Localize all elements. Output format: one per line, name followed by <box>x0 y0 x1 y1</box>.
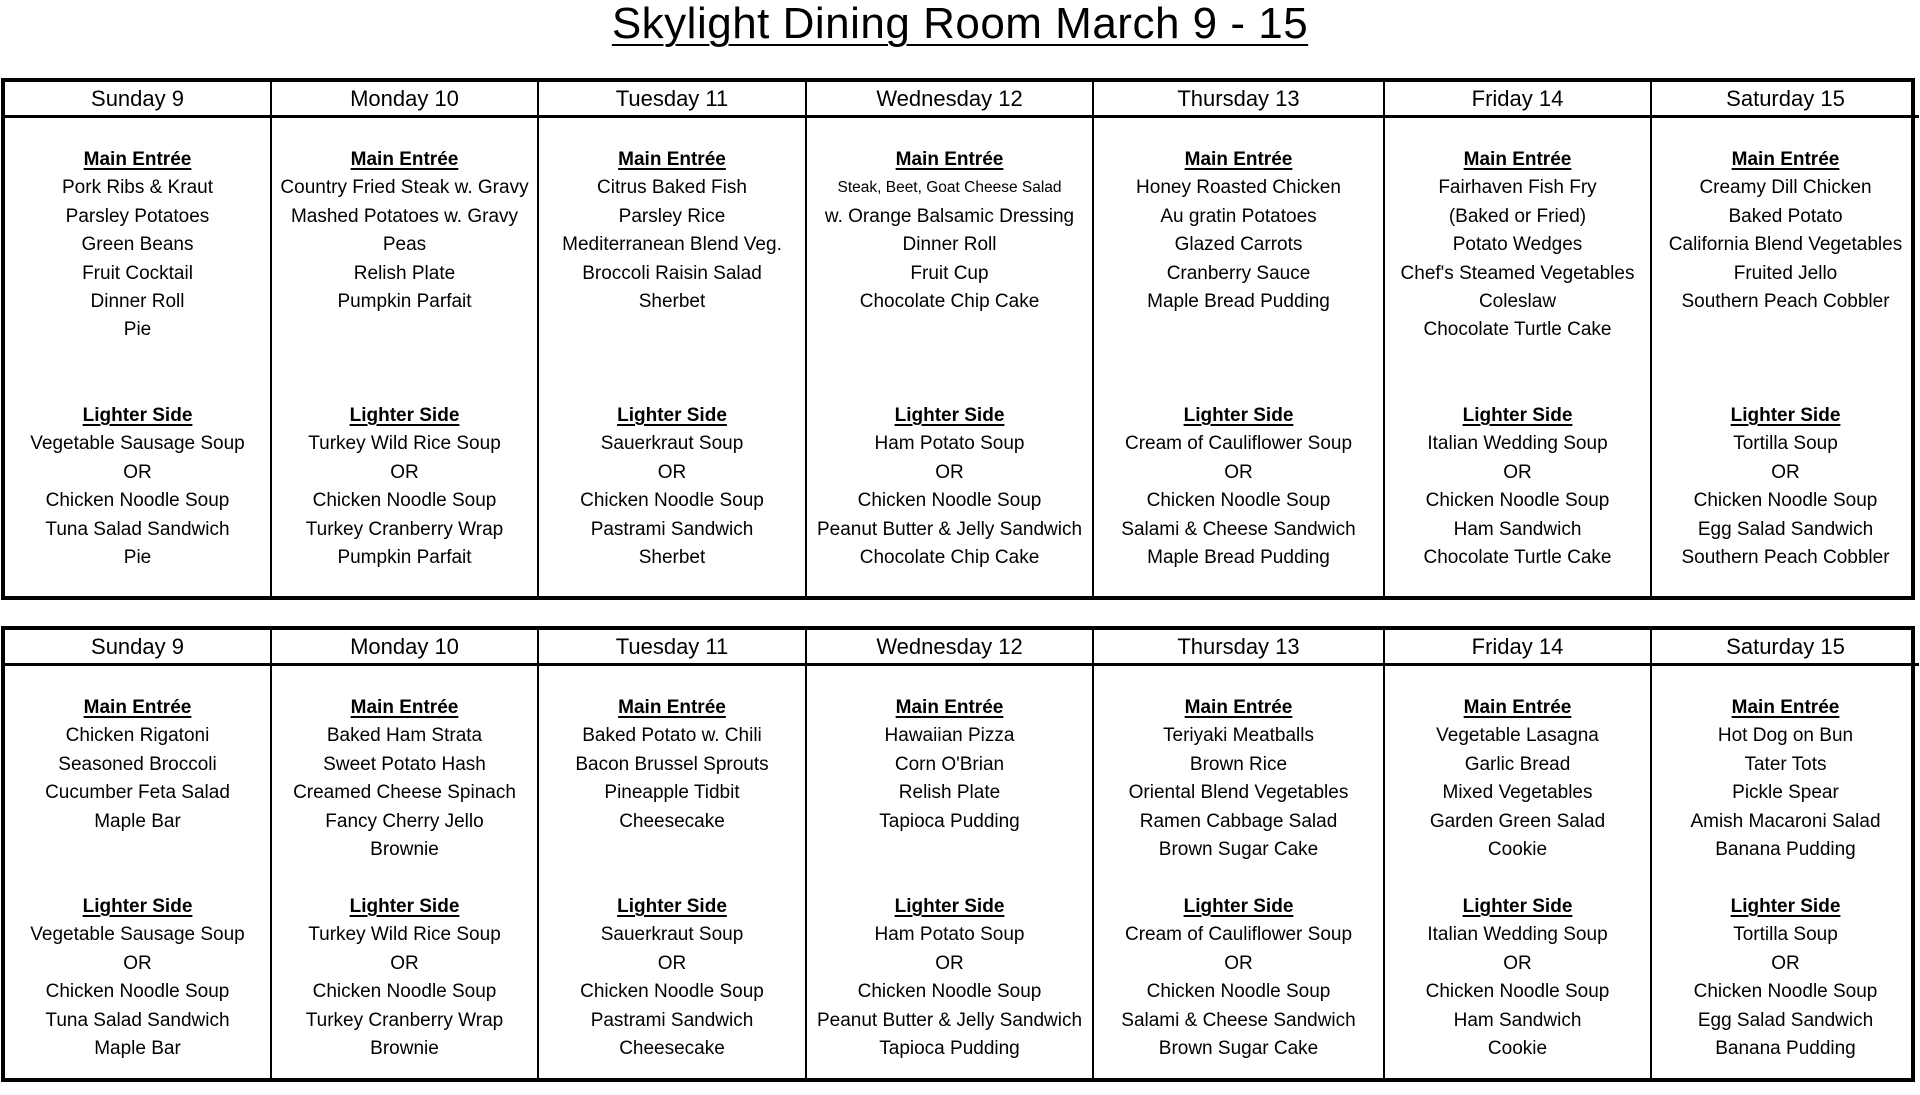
menu-item: Parsley Potatoes <box>65 205 210 227</box>
menu-item: Fruit Cocktail <box>82 262 193 284</box>
menu-item: Cheesecake <box>619 1038 725 1060</box>
menu-item: Maple Bar <box>94 1038 181 1060</box>
lighter-side-section <box>1385 402 1650 572</box>
menu-item: Fruited Jello <box>1733 262 1838 284</box>
menu-item: Cookie <box>1487 1038 1548 1060</box>
main-entree-section <box>5 694 270 836</box>
lighter-side-heading: Lighter Side <box>617 896 727 917</box>
menu-item: Cucumber Feta Salad <box>45 782 230 804</box>
menu-item: Baked Potato <box>1728 205 1843 227</box>
page-title <box>0 0 1920 60</box>
main-entree-section <box>1652 694 1919 864</box>
menu-item: Chicken Noodle Soup <box>1693 981 1878 1003</box>
menu-item: Garlic Bread <box>1464 753 1571 775</box>
menu-item: California Blend Vegetables <box>1668 234 1903 256</box>
menu-item: Broccoli Raisin Salad <box>582 262 762 284</box>
menu-item: Sauerkraut Soup <box>600 433 744 455</box>
menu-item: Ramen Cabbage Salad <box>1139 810 1338 832</box>
menu-item: Steak, Beet, Goat Cheese Salad <box>837 179 1062 197</box>
menu-item: Tortilla Soup <box>1733 433 1838 455</box>
menu-item: Italian Wedding Soup <box>1427 924 1608 946</box>
menu-item: Pumpkin Parfait <box>337 291 472 313</box>
menu-item: Peas <box>382 234 427 256</box>
day-header: Friday 14 <box>1385 630 1652 666</box>
day-menu-column <box>807 118 1094 596</box>
menu-item: Ham Sandwich <box>1453 518 1582 540</box>
menu-item: Salami & Cheese Sandwich <box>1121 1009 1356 1031</box>
menu-item: Turkey Cranberry Wrap <box>305 518 504 540</box>
menu-item: Seasoned Broccoli <box>58 753 217 775</box>
main-entree-section <box>539 146 805 316</box>
day-header: Saturday 15 <box>1652 82 1919 118</box>
main-entree-heading: Main Entrée <box>1731 697 1840 718</box>
menu-item: Sherbet <box>638 547 706 569</box>
day-header: Saturday 15 <box>1652 630 1919 666</box>
lighter-side-heading: Lighter Side <box>82 896 193 917</box>
lighter-side-section <box>807 893 1092 1063</box>
lighter-side-section <box>1652 893 1919 1063</box>
menu-item: Pastrami Sandwich <box>590 518 754 540</box>
menu-item: Peanut Butter & Jelly Sandwich <box>816 518 1083 540</box>
menu-item: OR <box>1503 461 1532 483</box>
day-menu-column <box>272 666 539 1078</box>
menu-item: Vegetable Sausage Soup <box>30 924 245 946</box>
menu-item: Pastrami Sandwich <box>590 1009 754 1031</box>
lighter-side-section <box>5 893 270 1063</box>
menu-item: Cream of Cauliflower Soup <box>1124 924 1353 946</box>
menu-item: Tortilla Soup <box>1733 924 1838 946</box>
main-entree-section <box>272 694 537 864</box>
main-entree-heading: Main Entrée <box>895 149 1004 170</box>
menu-item: OR <box>1771 461 1800 483</box>
menu-item: Chicken Noodle Soup <box>1425 981 1610 1003</box>
menu-item: w. Orange Balsamic Dressing <box>824 205 1075 227</box>
lighter-side-section <box>272 402 537 572</box>
menu-item: Baked Potato w. Chili <box>582 725 762 747</box>
menu-item: Creamed Cheese Spinach <box>293 782 516 804</box>
main-entree-section <box>1385 694 1650 864</box>
main-entree-section <box>1652 146 1919 316</box>
menu-item: Dinner Roll <box>90 291 185 313</box>
menu-item: Mashed Potatoes w. Gravy <box>290 205 519 227</box>
main-entree-heading: Main Entrée <box>618 149 726 170</box>
day-menu-column <box>539 666 807 1078</box>
day-header: Tuesday 11 <box>539 630 807 666</box>
lighter-side-heading: Lighter Side <box>617 405 727 426</box>
menu-item: Egg Salad Sandwich <box>1697 1009 1874 1031</box>
lighter-side-heading: Lighter Side <box>1730 405 1841 426</box>
menu-item: Tater Tots <box>1744 753 1827 775</box>
lighter-side-section <box>1652 402 1919 572</box>
menu-item: Glazed Carrots <box>1174 234 1303 256</box>
menu-item: Dinner Roll <box>902 234 997 256</box>
menu-item: OR <box>1224 461 1253 483</box>
main-entree-heading: Main Entrée <box>1731 149 1840 170</box>
lighter-side-heading: Lighter Side <box>349 405 460 426</box>
menu-item: Pineapple Tidbit <box>604 782 740 804</box>
menu-item: Chicken Noodle Soup <box>312 981 497 1003</box>
main-entree-section <box>807 146 1092 316</box>
menu-item: Au gratin Potatoes <box>1160 205 1317 227</box>
menu-item: Chicken Rigatoni <box>65 725 210 747</box>
main-entree-heading: Main Entrée <box>83 697 192 718</box>
menu-item: Potato Wedges <box>1452 234 1583 256</box>
day-header: Friday 14 <box>1385 82 1652 118</box>
menu-item: (Baked or Fried) <box>1448 205 1587 227</box>
menu-item: Turkey Cranberry Wrap <box>305 1009 504 1031</box>
main-entree-section <box>1094 146 1383 316</box>
menu-item: Chicken Noodle Soup <box>1146 490 1331 512</box>
menu-item: Brown Rice <box>1189 753 1288 775</box>
main-entree-heading: Main Entrée <box>618 697 726 718</box>
menu-item: Cream of Cauliflower Soup <box>1124 433 1353 455</box>
menu-item: Creamy Dill Chicken <box>1699 177 1872 199</box>
menu-item: Bacon Brussel Sprouts <box>575 753 769 775</box>
menu-item: OR <box>390 952 419 974</box>
menu-item: Chicken Noodle Soup <box>45 490 230 512</box>
day-menu-column <box>1652 666 1919 1078</box>
day-header: Thursday 13 <box>1094 630 1385 666</box>
menu-item: Pie <box>123 319 152 341</box>
lighter-side-heading: Lighter Side <box>1730 896 1841 917</box>
menu-item: OR <box>1771 952 1800 974</box>
menu-item: Chicken Noodle Soup <box>580 981 764 1003</box>
menu-item: Green Beans <box>81 234 194 256</box>
menu-item: Ham Potato Soup <box>874 433 1025 455</box>
menu-item: Hawaiian Pizza <box>884 725 1015 747</box>
day-menu-column <box>1385 118 1652 596</box>
main-entree-section <box>272 146 537 316</box>
menu-item: Vegetable Sausage Soup <box>30 433 245 455</box>
menu-item: Pie <box>123 547 152 569</box>
menu-item: Egg Salad Sandwich <box>1697 518 1874 540</box>
menu-item: Chicken Noodle Soup <box>580 490 764 512</box>
menu-item: Fancy Cherry Jello <box>325 810 484 832</box>
lighter-side-heading: Lighter Side <box>894 405 1005 426</box>
day-menu-column <box>5 666 272 1078</box>
day-header: Monday 10 <box>272 82 539 118</box>
main-entree-heading: Main Entrée <box>1184 697 1293 718</box>
menu-item: Southern Peach Cobbler <box>1681 547 1890 569</box>
menu-item: Sauerkraut Soup <box>600 924 744 946</box>
menu-item: OR <box>657 952 687 974</box>
menu-item: Banana Pudding <box>1715 839 1856 861</box>
menu-item: OR <box>1224 952 1253 974</box>
menu-item: Sweet Potato Hash <box>323 753 486 775</box>
menu-item: Coleslaw <box>1478 291 1557 313</box>
main-entree-heading: Main Entrée <box>350 149 459 170</box>
menu-item: Chocolate Chip Cake <box>859 547 1040 569</box>
menu-item: Chef's Steamed Vegetables <box>1400 262 1635 284</box>
menu-item: Tapioca Pudding <box>879 1038 1020 1060</box>
menu-item: Brownie <box>370 839 439 861</box>
menu-item: Pickle Spear <box>1732 782 1839 804</box>
page-title-text: Skylight Dining Room March 9 - 15 <box>611 0 1309 48</box>
menu-item: Oriental Blend Vegetables <box>1128 782 1349 804</box>
menu-item: Fruit Cup <box>910 262 989 284</box>
main-entree-section <box>539 694 805 836</box>
menu-item: Mediterranean Blend Veg. <box>562 234 782 256</box>
menu-item: Maple Bar <box>94 810 181 832</box>
menu-item: Baked Ham Strata <box>326 725 483 747</box>
menu-item: Brown Sugar Cake <box>1158 839 1319 861</box>
main-entree-heading: Main Entrée <box>83 149 192 170</box>
menu-item: Vegetable Lasagna <box>1436 725 1599 747</box>
menu-item: Chicken Noodle Soup <box>1146 981 1331 1003</box>
day-header: Sunday 9 <box>5 82 272 118</box>
lighter-side-section <box>807 402 1092 572</box>
day-menu-column <box>807 666 1094 1078</box>
menu-item: Parsley Rice <box>618 205 726 227</box>
menu-item: Cookie <box>1487 839 1548 861</box>
main-entree-heading: Main Entrée <box>895 697 1004 718</box>
main-entree-section <box>1094 694 1383 864</box>
day-header: Wednesday 12 <box>807 82 1094 118</box>
menu-item: Cranberry Sauce <box>1166 262 1311 284</box>
day-header: Tuesday 11 <box>539 82 807 118</box>
main-entree-heading: Main Entrée <box>1184 149 1293 170</box>
menu-item: Citrus Baked Fish <box>597 177 747 199</box>
lighter-side-heading: Lighter Side <box>1462 896 1573 917</box>
menu-item: OR <box>123 461 152 483</box>
menu-item: Pumpkin Parfait <box>337 547 472 569</box>
day-menu-column <box>1385 666 1652 1078</box>
main-entree-section <box>1385 146 1650 345</box>
main-entree-section <box>5 146 270 345</box>
lighter-side-heading: Lighter Side <box>349 896 460 917</box>
lighter-side-section <box>539 402 805 572</box>
main-entree-section <box>807 694 1092 836</box>
menu-item: Honey Roasted Chicken <box>1136 177 1341 199</box>
day-menu-column <box>1094 118 1385 596</box>
day-header: Wednesday 12 <box>807 630 1094 666</box>
menu-table-week-1 <box>1 78 1915 600</box>
day-menu-column <box>1652 118 1919 596</box>
menu-item: Chicken Noodle Soup <box>1693 490 1878 512</box>
menu-item: Teriyaki Meatballs <box>1163 725 1314 747</box>
lighter-side-heading: Lighter Side <box>1462 405 1573 426</box>
menu-item: OR <box>1503 952 1532 974</box>
menu-item: Brownie <box>370 1038 439 1060</box>
lighter-side-section <box>272 893 537 1063</box>
menu-item: Tapioca Pudding <box>879 810 1020 832</box>
menu-item: Italian Wedding Soup <box>1427 433 1608 455</box>
day-menu-column <box>539 118 807 596</box>
lighter-side-section <box>1385 893 1650 1063</box>
menu-table-week-2 <box>1 626 1915 1082</box>
lighter-side-heading: Lighter Side <box>1183 896 1294 917</box>
menu-item: Tuna Salad Sandwich <box>45 518 230 540</box>
menu-item: Chocolate Chip Cake <box>859 291 1040 313</box>
day-header: Sunday 9 <box>5 630 272 666</box>
menu-item: OR <box>390 461 419 483</box>
main-entree-heading: Main Entrée <box>1463 149 1572 170</box>
menu-item: Chicken Noodle Soup <box>1425 490 1610 512</box>
menu-item: Ham Sandwich <box>1453 1009 1582 1031</box>
lighter-side-section <box>1094 402 1383 572</box>
menu-item: Salami & Cheese Sandwich <box>1121 518 1356 540</box>
menu-item: Maple Bread Pudding <box>1147 291 1330 313</box>
menu-item: Chicken Noodle Soup <box>45 981 230 1003</box>
menu-item: Turkey Wild Rice Soup <box>308 433 501 455</box>
lighter-side-section <box>1094 893 1383 1063</box>
menu-item: Tuna Salad Sandwich <box>45 1009 230 1031</box>
menu-item: Peanut Butter & Jelly Sandwich <box>816 1009 1083 1031</box>
day-menu-column <box>1094 666 1385 1078</box>
menu-item: Hot Dog on Bun <box>1717 725 1854 747</box>
day-header: Thursday 13 <box>1094 82 1385 118</box>
menu-item: Corn O'Brian <box>894 753 1005 775</box>
menu-item: Banana Pudding <box>1715 1038 1856 1060</box>
menu-item: Relish Plate <box>353 262 456 284</box>
menu-item: Turkey Wild Rice Soup <box>308 924 501 946</box>
menu-item: Fairhaven Fish Fry <box>1438 177 1597 199</box>
menu-item: Chicken Noodle Soup <box>857 490 1042 512</box>
day-menu-column <box>5 118 272 596</box>
menu-item: Southern Peach Cobbler <box>1681 291 1890 313</box>
day-header: Monday 10 <box>272 630 539 666</box>
menu-item: Relish Plate <box>898 782 1001 804</box>
menu-item: Cheesecake <box>619 810 725 832</box>
menu-item: Chocolate Turtle Cake <box>1423 547 1612 569</box>
main-entree-heading: Main Entrée <box>350 697 459 718</box>
menu-item: Maple Bread Pudding <box>1147 547 1330 569</box>
lighter-side-heading: Lighter Side <box>82 405 193 426</box>
menu-item: Mixed Vegetables <box>1442 782 1593 804</box>
lighter-side-section <box>5 402 270 572</box>
menu-item: Sherbet <box>638 291 706 313</box>
day-menu-column <box>272 118 539 596</box>
lighter-side-heading: Lighter Side <box>1183 405 1294 426</box>
menu-item: Amish Macaroni Salad <box>1690 810 1881 832</box>
menu-item: OR <box>935 461 964 483</box>
menu-item: Garden Green Salad <box>1429 810 1606 832</box>
lighter-side-section <box>539 893 805 1063</box>
lighter-side-heading: Lighter Side <box>894 896 1005 917</box>
menu-item: Brown Sugar Cake <box>1158 1038 1319 1060</box>
menu-item: Pork Ribs & Kraut <box>62 177 213 199</box>
menu-item: OR <box>657 461 687 483</box>
menu-item: Chocolate Turtle Cake <box>1423 319 1612 341</box>
menu-item: Country Fried Steak w. Gravy <box>280 177 529 199</box>
main-entree-heading: Main Entrée <box>1463 697 1572 718</box>
menu-item: OR <box>123 952 152 974</box>
menu-item: OR <box>935 952 964 974</box>
menu-item: Chicken Noodle Soup <box>312 490 497 512</box>
menu-item: Chicken Noodle Soup <box>857 981 1042 1003</box>
menu-item: Ham Potato Soup <box>874 924 1025 946</box>
